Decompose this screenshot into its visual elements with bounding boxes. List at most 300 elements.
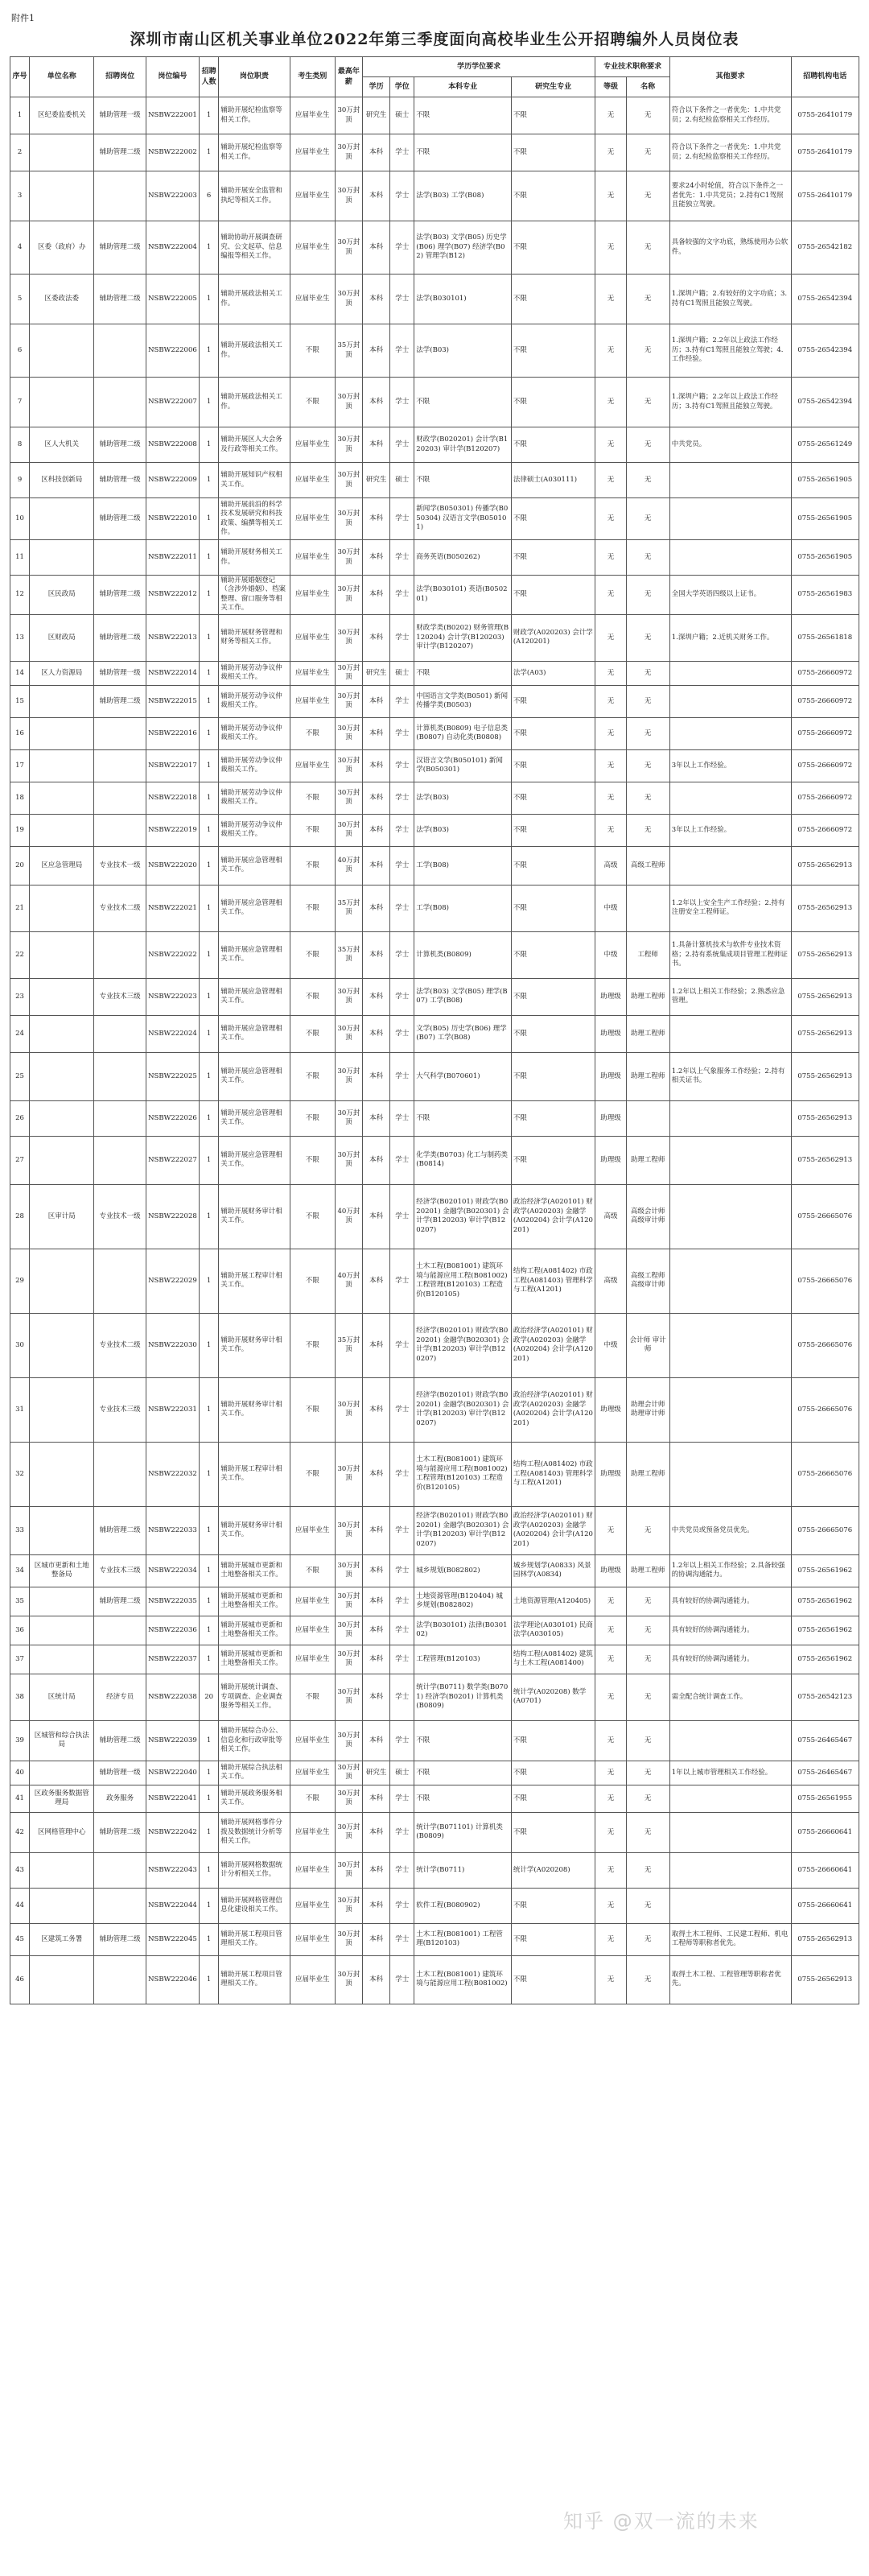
row-degree: 学士: [390, 717, 414, 749]
row-seq: 18: [10, 782, 30, 814]
row-post-type: 辅助管理二级: [94, 498, 146, 540]
positions-table: [10, 56, 859, 2004]
row-dept: [30, 814, 94, 846]
table-row: [10, 324, 859, 378]
row-post-code: NSBW222046: [146, 1955, 199, 2004]
row-other: 3年以上工作经验。: [669, 814, 791, 846]
row-pg-major: 土地资源管理(A120405): [511, 1587, 595, 1616]
row-post-code: NSBW222033: [146, 1506, 199, 1554]
col-edu-group: 学历学位要求: [363, 57, 595, 77]
row-duty: 辅助开展工程项目管理相关工作。: [219, 1955, 290, 2004]
row-other: [669, 1313, 791, 1377]
row-ug-major: 经济学(B020101) 财政学(B020201) 金融学(B020301) 会计学(B120203) 审计学(B120207): [414, 1377, 512, 1442]
row-tech-level: 无: [595, 1616, 626, 1645]
row-dept: [30, 1587, 94, 1616]
row-tech-name: 无: [626, 1812, 669, 1852]
table-row: [10, 1852, 859, 1888]
row-tech-level: 中级: [595, 885, 626, 931]
table-row: [10, 846, 859, 885]
row-degree: 硕士: [390, 97, 414, 134]
row-pg-major: 不限: [511, 427, 595, 463]
row-duty: 辅助开展劳动争议仲裁相关工作。: [219, 814, 290, 846]
row-num: 1: [200, 782, 219, 814]
col-salary: 最高年薪: [335, 57, 362, 97]
row-num: 1: [200, 576, 219, 615]
table-row: [10, 1645, 859, 1674]
row-other: [669, 717, 791, 749]
col-tech-group: 专业技术职称要求: [595, 57, 669, 77]
row-seq: 34: [10, 1554, 30, 1587]
row-dept: [30, 1100, 94, 1136]
row-ug-major: 大气科学(B070601): [414, 1052, 512, 1100]
row-dept: 区建筑工务署: [30, 1923, 94, 1955]
row-degree: 学士: [390, 1923, 414, 1955]
row-salary: 30万封顶: [335, 97, 362, 134]
row-post-type: 辅助管理二级: [94, 275, 146, 324]
row-ug-major: 文学(B05) 历史学(B06) 理学(B07) 工学(B08): [414, 1015, 512, 1052]
row-seq: 4: [10, 221, 30, 275]
row-tech-level: 助理级: [595, 978, 626, 1015]
row-pg-major: 不限: [511, 1812, 595, 1852]
row-post-code: NSBW222038: [146, 1674, 199, 1720]
row-pg-major: 不限: [511, 1761, 595, 1785]
row-edu: 本科: [363, 1674, 390, 1720]
row-ug-major: 财政学(B020201) 会计学(B120203) 审计学(B120207): [414, 427, 512, 463]
row-other: [669, 846, 791, 885]
row-dept: 区纪委监委机关: [30, 97, 94, 134]
row-other: 取得土木工程、工程管理等职称者优先。: [669, 1955, 791, 2004]
row-pg-major: 政治经济学(A020101) 财政学(A020203) 金融学(A020204) 会计学(A120201): [511, 1313, 595, 1377]
row-post-type: 专业技术三级: [94, 978, 146, 1015]
row-tech-name: 高级工程师 高级审计师: [626, 1249, 669, 1313]
row-tech-name: 无: [626, 171, 669, 221]
row-post-code: NSBW222032: [146, 1442, 199, 1506]
row-edu: 本科: [363, 1136, 390, 1184]
row-dept: [30, 324, 94, 378]
row-other: [669, 1442, 791, 1506]
row-post-type: [94, 540, 146, 576]
row-duty: 辅助开展应急管理相关工作。: [219, 1015, 290, 1052]
row-tech-level: 无: [595, 1812, 626, 1852]
row-phone: 0755-26561818: [791, 614, 859, 661]
row-ug-major: 法学(B030101) 英语(B050201): [414, 576, 512, 615]
row-duty: 辅助开展财务审计相关工作。: [219, 1506, 290, 1554]
table-row: [10, 931, 859, 978]
row-dept: 区科技创新局: [30, 463, 94, 498]
row-tech-level: 无: [595, 1888, 626, 1923]
row-num: 1: [200, 324, 219, 378]
row-phone: 0755-26465467: [791, 1720, 859, 1761]
row-post-code: NSBW222004: [146, 221, 199, 275]
row-num: 1: [200, 1616, 219, 1645]
row-ug-major: 不限: [414, 1785, 512, 1812]
row-phone: 0755-26665076: [791, 1249, 859, 1313]
row-tech-name: 助理工程师: [626, 1052, 669, 1100]
row-tech-name: 无: [626, 463, 669, 498]
row-tech-level: 无: [595, 576, 626, 615]
row-phone: 0755-26562913: [791, 978, 859, 1015]
table-row: [10, 614, 859, 661]
row-other: [669, 1852, 791, 1888]
row-phone: 0755-26660972: [791, 814, 859, 846]
row-duty: 辅助开展财务管理和财务等相关工作。: [219, 614, 290, 661]
col-other: 其他要求: [669, 57, 791, 97]
row-ug-major: 不限: [414, 463, 512, 498]
row-post-type: 专业技术一级: [94, 846, 146, 885]
row-dept: [30, 1852, 94, 1888]
row-degree: 学士: [390, 782, 414, 814]
row-post-code: NSBW222039: [146, 1720, 199, 1761]
row-phone: 0755-26542394: [791, 324, 859, 378]
row-other: 1年以上城市管理相关工作经验。: [669, 1761, 791, 1785]
row-duty: 辅助开展工程项目管理相关工作。: [219, 1923, 290, 1955]
row-duty: 辅助开展婚姻登记（含涉外婚姻）、档案整理、窗口服务等相关工作。: [219, 576, 290, 615]
row-post-type: [94, 1852, 146, 1888]
row-edu: 本科: [363, 540, 390, 576]
row-duty: 辅助开展财务审计相关工作。: [219, 1184, 290, 1249]
row-duty: 辅助开展应急管理相关工作。: [219, 978, 290, 1015]
row-tech-name: 无: [626, 1720, 669, 1761]
row-pg-major: 不限: [511, 540, 595, 576]
row-seq: 38: [10, 1674, 30, 1720]
row-salary: 30万封顶: [335, 1812, 362, 1852]
row-other: 具有较好的协调沟通能力。: [669, 1645, 791, 1674]
row-num: 1: [200, 1645, 219, 1674]
row-degree: 学士: [390, 846, 414, 885]
row-tech-name: 助理工程师: [626, 978, 669, 1015]
row-tech-name: 无: [626, 97, 669, 134]
row-other: 1.2年以上安全生产工作经验；2.持有注册安全工程师证。: [669, 885, 791, 931]
row-degree: 学士: [390, 814, 414, 846]
row-ug-major: 法学(B03): [414, 814, 512, 846]
row-candidate: 应届毕业生: [290, 134, 335, 171]
row-other: 取得土木工程师、工民建工程师、机电工程师等职称者优先。: [669, 1923, 791, 1955]
row-edu: 本科: [363, 171, 390, 221]
row-post-type: 经济专员: [94, 1674, 146, 1720]
row-edu: 本科: [363, 846, 390, 885]
page-title: 深圳市南山区机关事业单位2022年第三季度面向高校毕业生公开招聘编外人员岗位表: [130, 31, 739, 48]
row-candidate: 不限: [290, 1184, 335, 1249]
row-phone: 0755-26562913: [791, 846, 859, 885]
row-duty: 辅助开展劳动争议仲裁相关工作。: [219, 782, 290, 814]
row-salary: 30万封顶: [335, 134, 362, 171]
row-degree: 硕士: [390, 661, 414, 685]
row-ug-major: 软件工程(B080902): [414, 1888, 512, 1923]
row-post-type: 政务服务: [94, 1785, 146, 1812]
row-seq: 21: [10, 885, 30, 931]
table-row: [10, 1616, 859, 1645]
row-phone: 0755-26465467: [791, 1761, 859, 1785]
row-num: 1: [200, 1955, 219, 2004]
row-tech-level: 中级: [595, 931, 626, 978]
row-post-type: [94, 749, 146, 782]
row-ug-major: 新闻学(B050301) 传播学(B050304) 汉语言文学(B050101): [414, 498, 512, 540]
row-dept: [30, 931, 94, 978]
row-ug-major: 土地资源管理(B120404) 城乡规划(B082802): [414, 1587, 512, 1616]
row-phone: 0755-26562913: [791, 931, 859, 978]
row-phone: 0755-26660972: [791, 685, 859, 717]
row-tech-name: 助理会计师 助理审计师: [626, 1377, 669, 1442]
row-tech-name: 无: [626, 1888, 669, 1923]
row-duty: 辅助开展应急管理相关工作。: [219, 885, 290, 931]
row-post-code: NSBW222003: [146, 171, 199, 221]
row-tech-level: 无: [595, 378, 626, 427]
row-phone: 0755-26561962: [791, 1587, 859, 1616]
row-num: 1: [200, 1015, 219, 1052]
row-salary: 30万封顶: [335, 1616, 362, 1645]
row-edu: 本科: [363, 576, 390, 615]
row-dept: 区民政局: [30, 576, 94, 615]
row-duty: 辅助开展统计调查、专项调查、企业调查服务等相关工作。: [219, 1674, 290, 1720]
row-salary: 30万封顶: [335, 1888, 362, 1923]
row-salary: 30万封顶: [335, 1955, 362, 2004]
row-dept: [30, 134, 94, 171]
row-seq: 17: [10, 749, 30, 782]
row-pg-major: 不限: [511, 1015, 595, 1052]
row-pg-major: 不限: [511, 171, 595, 221]
row-degree: 学士: [390, 614, 414, 661]
row-degree: 学士: [390, 1674, 414, 1720]
row-duty: 辅助开展应急管理相关工作。: [219, 846, 290, 885]
row-post-code: NSBW222010: [146, 498, 199, 540]
row-dept: [30, 1506, 94, 1554]
row-seq: 41: [10, 1785, 30, 1812]
row-post-code: NSBW222002: [146, 134, 199, 171]
table-row: [10, 1015, 859, 1052]
row-phone: 0755-26561955: [791, 1785, 859, 1812]
row-salary: 30万封顶: [335, 1785, 362, 1812]
row-candidate: 应届毕业生: [290, 1616, 335, 1645]
table-row: [10, 171, 859, 221]
col-duty: 岗位职责: [219, 57, 290, 97]
col-degree: 学位: [390, 77, 414, 97]
row-degree: 学士: [390, 324, 414, 378]
row-seq: 1: [10, 97, 30, 134]
row-phone: 0755-26410179: [791, 97, 859, 134]
row-other: 中共党员或预备党员优先。: [669, 1506, 791, 1554]
row-dept: [30, 749, 94, 782]
table-row: [10, 661, 859, 685]
row-degree: 学士: [390, 1136, 414, 1184]
row-tech-level: 无: [595, 749, 626, 782]
row-candidate: 不限: [290, 814, 335, 846]
row-num: 1: [200, 1136, 219, 1184]
row-degree: 学士: [390, 1313, 414, 1377]
row-phone: 0755-26660972: [791, 717, 859, 749]
row-post-code: NSBW222006: [146, 324, 199, 378]
table-row: [10, 749, 859, 782]
row-tech-name: 助理工程师: [626, 1442, 669, 1506]
row-phone: 0755-26542182: [791, 221, 859, 275]
row-edu: 本科: [363, 717, 390, 749]
row-pg-major: 政治经济学(A020101) 财政学(A020203) 金融学(A020204) 会计学(A120201): [511, 1506, 595, 1554]
row-post-type: 辅助管理二级: [94, 221, 146, 275]
row-edu: 研究生: [363, 463, 390, 498]
row-phone: 0755-26665076: [791, 1313, 859, 1377]
row-num: 1: [200, 614, 219, 661]
row-dept: [30, 1761, 94, 1785]
row-duty: 辅助开展劳动争议仲裁相关工作。: [219, 717, 290, 749]
row-edu: 本科: [363, 749, 390, 782]
row-ug-major: 土木工程(B081001) 建筑环境与能源应用工程(B081002): [414, 1955, 512, 2004]
row-num: 1: [200, 134, 219, 171]
row-other: 1.深圳户籍；2.近机关财务工作。: [669, 614, 791, 661]
row-seq: 3: [10, 171, 30, 221]
row-ug-major: 不限: [414, 1100, 512, 1136]
row-salary: 30万封顶: [335, 1052, 362, 1100]
row-post-code: NSBW222031: [146, 1377, 199, 1442]
row-num: 1: [200, 498, 219, 540]
row-other: [669, 463, 791, 498]
row-candidate: 不限: [290, 1249, 335, 1313]
row-tech-level: 助理级: [595, 1442, 626, 1506]
row-tech-name: 无: [626, 275, 669, 324]
row-other: 具有较好的协调沟通能力。: [669, 1616, 791, 1645]
row-dept: 区人大机关: [30, 427, 94, 463]
row-seq: 6: [10, 324, 30, 378]
row-degree: 学士: [390, 1554, 414, 1587]
row-dept: [30, 1377, 94, 1442]
row-dept: [30, 1888, 94, 1923]
row-salary: 30万封顶: [335, 275, 362, 324]
row-salary: 30万封顶: [335, 1442, 362, 1506]
row-edu: 本科: [363, 1812, 390, 1852]
row-post-code: NSBW222017: [146, 749, 199, 782]
table-row: [10, 1136, 859, 1184]
table-row: [10, 498, 859, 540]
row-duty: 辅助开展劳动争议仲裁相关工作。: [219, 685, 290, 717]
row-candidate: 不限: [290, 717, 335, 749]
row-edu: 本科: [363, 1587, 390, 1616]
row-other: [669, 1812, 791, 1852]
row-post-type: 辅助管理二级: [94, 134, 146, 171]
row-other: 1.2年以上相关工作经验；2.熟悉应急管理。: [669, 978, 791, 1015]
row-tech-level: 助理级: [595, 1136, 626, 1184]
row-pg-major: 不限: [511, 1100, 595, 1136]
row-num: 1: [200, 540, 219, 576]
row-salary: 30万封顶: [335, 978, 362, 1015]
row-duty: 辅助开展城市更新和土地整备相关工作。: [219, 1616, 290, 1645]
row-ug-major: 汉语言文学(B050101) 新闻学(B050301): [414, 749, 512, 782]
row-edu: 本科: [363, 324, 390, 378]
row-other: [669, 1720, 791, 1761]
row-tech-name: 助理工程师: [626, 1554, 669, 1587]
row-pg-major: 不限: [511, 1136, 595, 1184]
row-post-code: NSBW222013: [146, 614, 199, 661]
row-num: 1: [200, 1052, 219, 1100]
row-tech-level: 无: [595, 498, 626, 540]
row-ug-major: 不限: [414, 661, 512, 685]
row-tech-level: 助理级: [595, 1052, 626, 1100]
row-edu: 本科: [363, 1184, 390, 1249]
row-degree: 学士: [390, 1616, 414, 1645]
row-duty: 辅助开展综合执法相关工作。: [219, 1761, 290, 1785]
row-post-code: NSBW222040: [146, 1761, 199, 1785]
row-dept: 区委（政府）办: [30, 221, 94, 275]
row-other: 1.2年以上气象服务工作经验；2.持有相关证书。: [669, 1052, 791, 1100]
table-row: [10, 814, 859, 846]
row-phone: 0755-26665076: [791, 1442, 859, 1506]
row-candidate: 不限: [290, 1136, 335, 1184]
row-post-type: [94, 324, 146, 378]
row-duty: 辅助开展政务服务相关工作。: [219, 1785, 290, 1812]
row-other: 符合以下条件之一者优先：1.中共党员；2.有纪检监察相关工作经历。: [669, 97, 791, 134]
row-ug-major: 统计学(B0711) 数学类(B0701) 经济学(B0201) 计算机类(B0809): [414, 1674, 512, 1720]
row-post-type: [94, 1955, 146, 2004]
row-candidate: 不限: [290, 1015, 335, 1052]
row-edu: 本科: [363, 1052, 390, 1100]
row-post-type: 辅助管理二级: [94, 1812, 146, 1852]
row-ug-major: 财政学类(B0202) 财务管理(B120204) 会计学(B120203) 审计学(B120207): [414, 614, 512, 661]
row-ug-major: 工学(B08): [414, 885, 512, 931]
row-candidate: 不限: [290, 1785, 335, 1812]
col-tech-level: 等级: [595, 77, 626, 97]
row-degree: 学士: [390, 1785, 414, 1812]
row-ug-major: 计算机类(B0809): [414, 931, 512, 978]
row-duty: 辅助开展知识产权相关工作。: [219, 463, 290, 498]
row-phone: 0755-26542394: [791, 275, 859, 324]
row-seq: 19: [10, 814, 30, 846]
row-pg-major: 统计学(A020208) 数学(A0701): [511, 1674, 595, 1720]
row-candidate: 不限: [290, 885, 335, 931]
row-tech-name: 会计师 审计师: [626, 1313, 669, 1377]
row-candidate: 不限: [290, 1313, 335, 1377]
row-candidate: 应届毕业生: [290, 540, 335, 576]
row-post-code: NSBW222014: [146, 661, 199, 685]
row-phone: 0755-26665076: [791, 1506, 859, 1554]
row-tech-name: 无: [626, 1616, 669, 1645]
table-row: [10, 885, 859, 931]
row-degree: 学士: [390, 1052, 414, 1100]
col-ug-major: 本科专业: [414, 77, 512, 97]
row-post-code: NSBW222045: [146, 1923, 199, 1955]
row-duty: 辅助开展应急管理相关工作。: [219, 931, 290, 978]
row-dept: [30, 685, 94, 717]
row-degree: 学士: [390, 1100, 414, 1136]
row-other: [669, 1136, 791, 1184]
row-edu: 本科: [363, 1015, 390, 1052]
row-tech-level: 助理级: [595, 1554, 626, 1587]
row-tech-level: 无: [595, 540, 626, 576]
row-candidate: 不限: [290, 978, 335, 1015]
row-pg-major: 不限: [511, 1955, 595, 2004]
row-salary: 30万封顶: [335, 685, 362, 717]
row-seq: 32: [10, 1442, 30, 1506]
row-post-code: NSBW222019: [146, 814, 199, 846]
row-tech-name: [626, 885, 669, 931]
row-post-code: NSBW222015: [146, 685, 199, 717]
row-duty: 辅助开展工程审计相关工作。: [219, 1442, 290, 1506]
row-dept: [30, 717, 94, 749]
row-dept: [30, 1442, 94, 1506]
row-phone: 0755-26561962: [791, 1616, 859, 1645]
row-candidate: 应届毕业生: [290, 97, 335, 134]
row-post-type: 辅助管理二级: [94, 427, 146, 463]
row-salary: 30万封顶: [335, 1015, 362, 1052]
row-pg-major: 不限: [511, 885, 595, 931]
row-post-code: NSBW222005: [146, 275, 199, 324]
row-num: 1: [200, 1720, 219, 1761]
row-edu: 研究生: [363, 97, 390, 134]
row-other: [669, 1377, 791, 1442]
row-ug-major: 经济学(B020101) 财政学(B020201) 金融学(B020301) 会计学(B120203) 审计学(B120207): [414, 1313, 512, 1377]
row-tech-name: 无: [626, 576, 669, 615]
table-row: [10, 134, 859, 171]
row-tech-level: 无: [595, 1761, 626, 1785]
row-duty: 辅助开展劳动争议仲裁相关工作。: [219, 749, 290, 782]
row-num: 1: [200, 427, 219, 463]
row-post-code: NSBW222044: [146, 1888, 199, 1923]
